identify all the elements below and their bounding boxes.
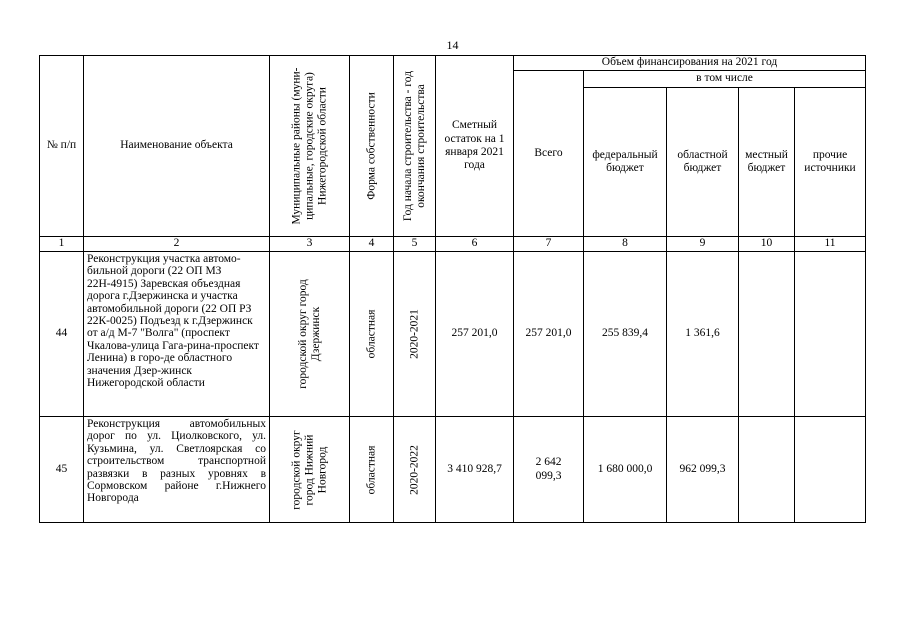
header-federal: федеральный бюджет xyxy=(584,88,667,237)
row-name: Реконструкция участка автомо-бильной дороги (22 ОП МЗ 22Н-4915) Заревская объездная дорога г.Дзержинска и участка автомобильной дороги (22 ОП РЗ 22К-0025) Подъезд к г.Дзержинск от а/д М-7 "Волга" (проспект Чкалова-улица Гага-рина-проспект Ленина) в горо-де областного значения Дзер-жинск Нижегородской области xyxy=(84,252,270,417)
colnum-3: 3 xyxy=(270,237,350,252)
row-estimate: 3 410 928,7 xyxy=(436,417,514,523)
header-municipality xyxy=(270,56,350,237)
investment-table xyxy=(39,55,866,523)
header-funding-group: Объем финансирования на 2021 год xyxy=(514,56,866,71)
colnum-10: 10 xyxy=(739,237,795,252)
row-name: Реконструкция автомобильных дорог по ул. Циолковского, ул. Кузьмина, ул. Светлоярская со строительством транспортной развязки в разных уровнях в Сормовском районе г.Нижнего Новгорода xyxy=(84,417,270,523)
row-municipality-text: городской округ город Дзержинск xyxy=(296,279,322,389)
row-ownership-text: областная xyxy=(365,309,377,359)
row-ownership xyxy=(350,417,394,523)
header-regional: областной бюджет xyxy=(667,88,739,237)
table-row xyxy=(40,252,866,417)
header-years xyxy=(394,56,436,237)
colnum-1: 1 xyxy=(40,237,84,252)
colnum-9: 9 xyxy=(667,237,739,252)
row-local xyxy=(739,252,795,417)
header-years-text: Год начала строительства - год окончания строительства xyxy=(401,70,427,222)
row-other xyxy=(795,252,866,417)
colnum-11: 11 xyxy=(795,237,866,252)
row-estimate: 257 201,0 xyxy=(436,252,514,417)
row-num: 45 xyxy=(40,417,84,523)
row-federal: 255 839,4 xyxy=(584,252,667,417)
row-local xyxy=(739,417,795,523)
header-ownership-text: Форма собственности xyxy=(365,92,377,200)
row-years-text: 2020-2021 xyxy=(408,309,420,359)
row-municipality-text: городской округ город Нижний Новгород xyxy=(290,429,328,510)
row-ownership-text: областная xyxy=(365,445,377,494)
colnum-2: 2 xyxy=(84,237,270,252)
row-total: 2 642 099,3 xyxy=(514,417,584,523)
row-regional: 962 099,3 xyxy=(667,417,739,523)
header-local: местный бюджет xyxy=(739,88,795,237)
row-total: 257 201,0 xyxy=(514,252,584,417)
colnum-8: 8 xyxy=(584,237,667,252)
header-total: Всего xyxy=(514,71,584,237)
header-estimate: Сметный остаток на 1 января 2021 года xyxy=(436,56,514,237)
row-num: 44 xyxy=(40,252,84,417)
row-years-text: 2020-2022 xyxy=(408,444,420,495)
colnum-6: 6 xyxy=(436,237,514,252)
row-municipality xyxy=(270,252,350,417)
row-years xyxy=(394,252,436,417)
header-other: прочие источники xyxy=(795,88,866,237)
row-ownership xyxy=(350,252,394,417)
page-number: 14 xyxy=(446,38,459,52)
row-regional: 1 361,6 xyxy=(667,252,739,417)
header-including: в том числе xyxy=(584,71,866,88)
header-num: № п/п xyxy=(40,56,84,237)
header-municipality-text: Муниципальные районы (муни-ципальные, городские округа) Нижегородской области xyxy=(290,67,328,225)
table-row xyxy=(40,417,866,523)
row-municipality xyxy=(270,417,350,523)
colnum-7: 7 xyxy=(514,237,584,252)
row-years xyxy=(394,417,436,523)
row-federal: 1 680 000,0 xyxy=(584,417,667,523)
header-ownership xyxy=(350,56,394,237)
colnum-4: 4 xyxy=(350,237,394,252)
row-other xyxy=(795,417,866,523)
colnum-5: 5 xyxy=(394,237,436,252)
header-name: Наименование объекта xyxy=(84,56,270,237)
